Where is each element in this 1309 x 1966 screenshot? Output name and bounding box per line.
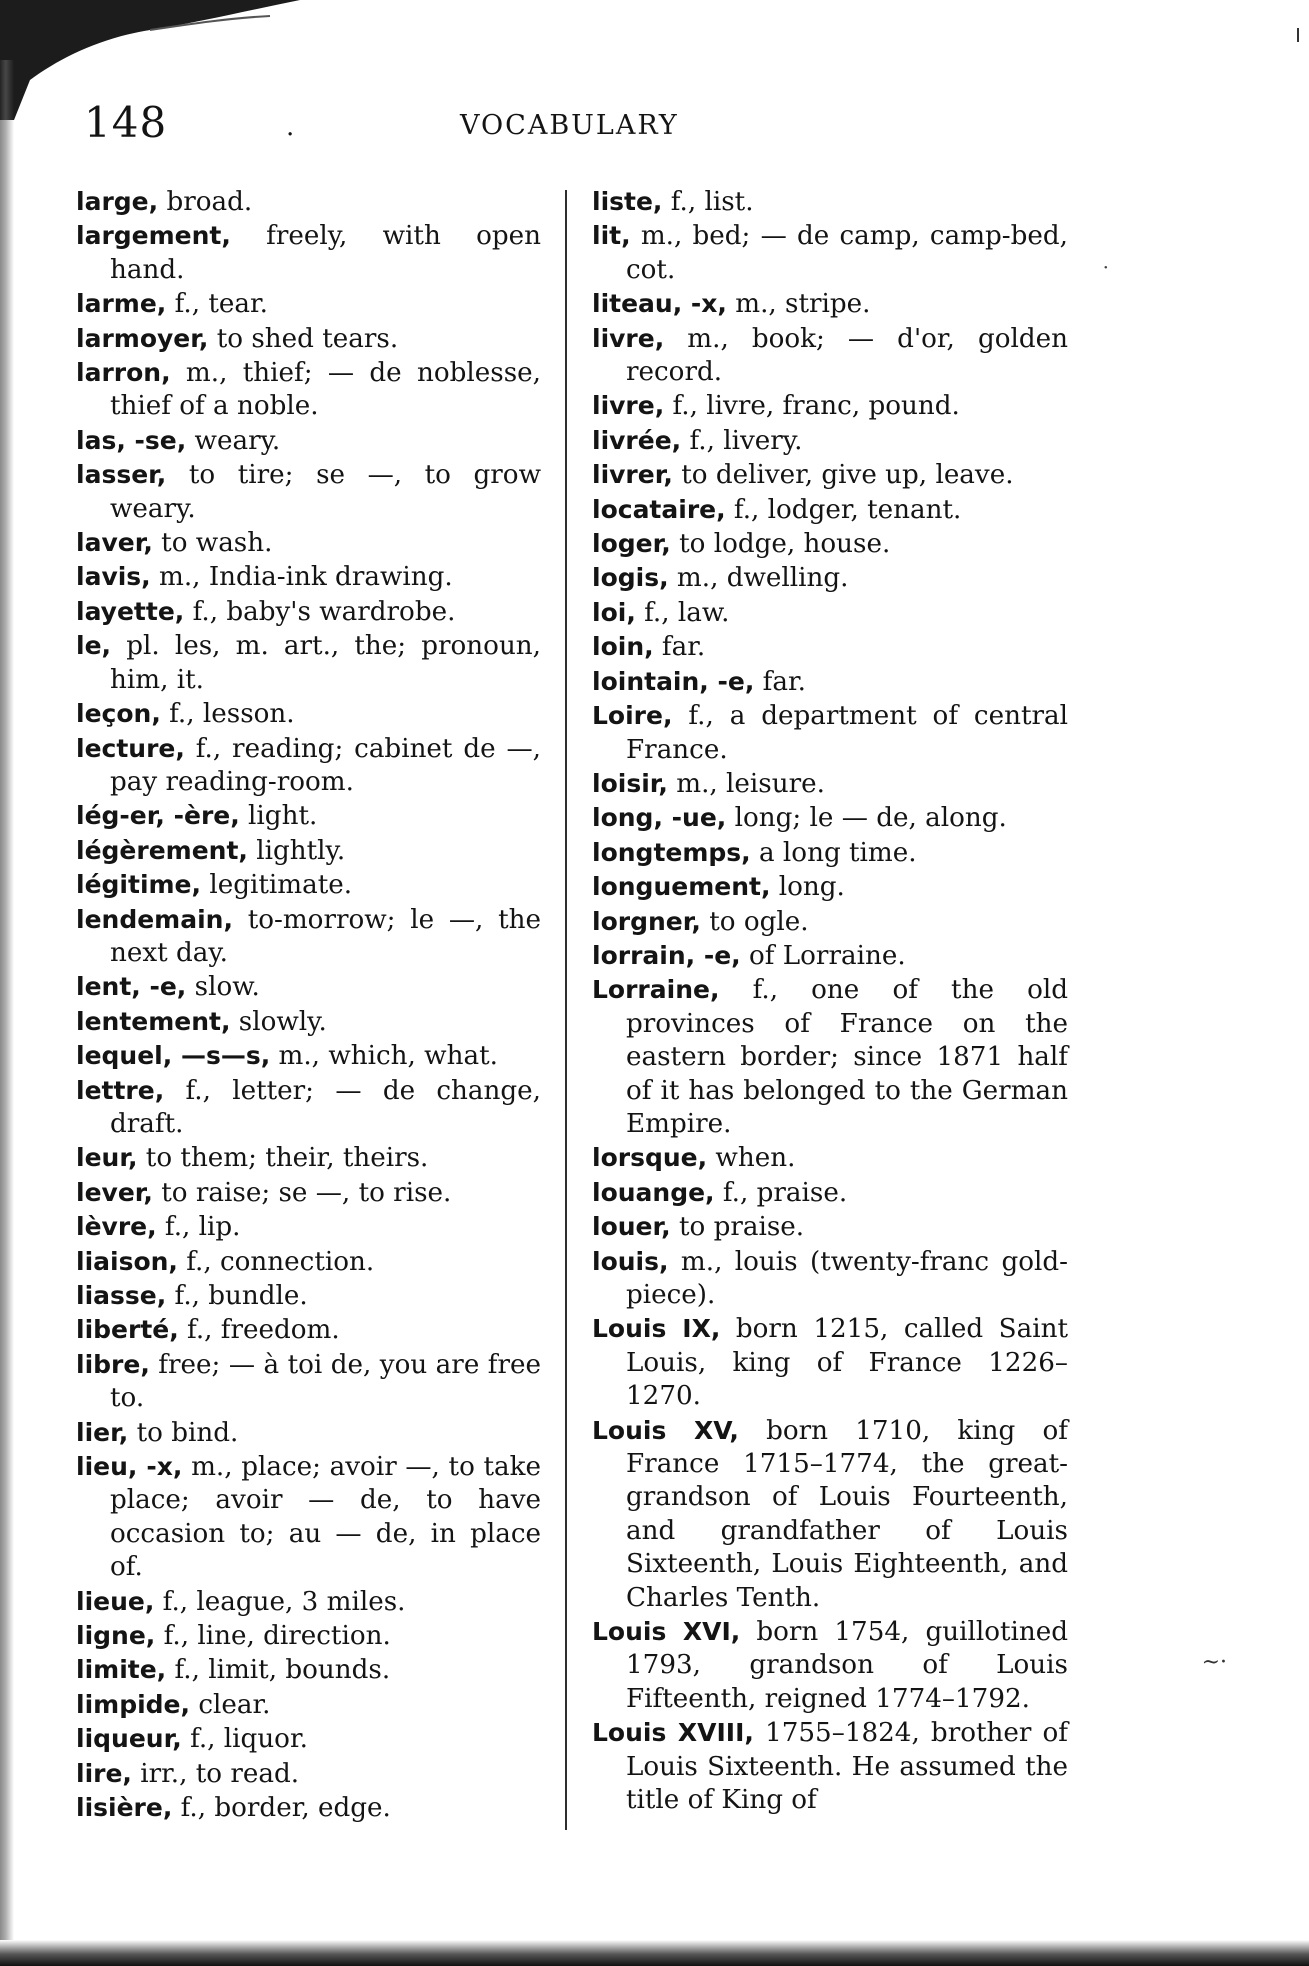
headword: largement, — [76, 221, 231, 251]
definition: to tire; se —, to grow weary. — [110, 460, 541, 524]
vocabulary-entry — [592, 219, 1068, 287]
definition: f., tear. — [166, 289, 268, 320]
definition: irr., to read. — [131, 1758, 300, 1789]
headword: lettre, — [76, 1075, 165, 1105]
headword: lèvre, — [76, 1212, 157, 1242]
vocabulary-entry — [592, 287, 1068, 321]
headword: livrée, — [592, 425, 682, 455]
vocabulary-entry — [592, 1716, 1068, 1817]
definition: a long time. — [750, 837, 917, 868]
headword: lit, — [592, 221, 631, 251]
headword: le, — [76, 631, 112, 661]
headword: lorsque, — [592, 1143, 708, 1173]
headword: lorgner, — [592, 906, 701, 936]
headword: lent, -e, — [76, 972, 187, 1002]
headword: louange, — [592, 1177, 715, 1207]
vocabulary-entry — [592, 424, 1068, 458]
vocabulary-entry — [592, 561, 1068, 595]
vocabulary-entry — [76, 219, 541, 287]
headword: loisir, — [592, 768, 668, 798]
headword: lieu, -x, — [76, 1452, 183, 1482]
headword: Lorraine, — [592, 975, 720, 1005]
vocabulary-entry — [592, 389, 1068, 423]
headword: liqueur, — [76, 1724, 182, 1754]
vocabulary-entry — [592, 836, 1068, 870]
right-column — [592, 185, 1068, 1818]
headword: longtemps, — [592, 837, 751, 867]
definition: far. — [754, 666, 806, 697]
definition: to raise; se —, to rise. — [152, 1177, 452, 1208]
vocabulary-entry — [592, 767, 1068, 801]
vocabulary-entry — [76, 1585, 541, 1619]
scan-mark-right: ~· — [1201, 1650, 1227, 1675]
vocabulary-entry — [592, 973, 1068, 1141]
definition: freely, with open hand. — [110, 221, 541, 285]
headword: liasse, — [76, 1281, 167, 1310]
definition: born 1754, guillotined 1793, grandson of Louis Fifteenth, reigned 1774–1792. — [626, 1617, 1069, 1714]
headword: lire, — [76, 1758, 132, 1788]
vocabulary-entry — [76, 1279, 541, 1313]
scan-mark — [1297, 28, 1299, 42]
headword: liaison, — [76, 1246, 178, 1276]
headword: loger, — [592, 529, 671, 559]
headword: Louis IX, — [592, 1314, 721, 1344]
definition: m., which, what. — [270, 1041, 498, 1072]
headword: layette, — [76, 596, 185, 626]
headword: ligne, — [76, 1621, 156, 1651]
definition: f., league, 3 miles. — [154, 1586, 406, 1617]
vocabulary-entry — [76, 595, 541, 629]
vocabulary-entry — [592, 939, 1068, 973]
vocabulary-entry — [76, 1688, 541, 1722]
vocabulary-entry — [592, 905, 1068, 939]
vocabulary-entry — [76, 458, 541, 526]
vocabulary-entry — [76, 1005, 541, 1039]
vocabulary-entry — [76, 560, 541, 594]
definition: f., baby's wardrobe. — [184, 596, 456, 627]
vocabulary-entry — [76, 1313, 541, 1347]
definition: f., livery. — [681, 425, 803, 456]
vocabulary-entry — [76, 1210, 541, 1244]
definition: m., stripe. — [726, 289, 871, 320]
vocabulary-entry — [76, 903, 541, 971]
headword: louis, — [592, 1246, 669, 1276]
definition: m., dwelling. — [668, 563, 849, 594]
vocabulary-entry — [76, 1722, 541, 1756]
vocabulary-entry — [76, 1791, 541, 1825]
headword: lieue, — [76, 1586, 155, 1616]
headword: locataire, — [592, 494, 726, 524]
definition: m., India-ink drawing. — [150, 562, 453, 593]
definition: weary. — [186, 425, 281, 456]
headword: Louis XVIII, — [592, 1718, 754, 1748]
definition: long. — [770, 872, 845, 903]
headword: libre, — [76, 1349, 150, 1379]
vocabulary-entry — [76, 1039, 541, 1073]
headword: liste, — [592, 187, 663, 216]
vocabulary-entry — [76, 1348, 541, 1416]
headword: louer, — [592, 1212, 671, 1242]
definition: f., freedom. — [178, 1315, 340, 1346]
headword: laver, — [76, 528, 153, 558]
vocabulary-entry — [76, 970, 541, 1004]
vocabulary-entry — [76, 322, 541, 356]
definition: f., lip. — [156, 1212, 241, 1243]
vocabulary-entry — [76, 1141, 541, 1175]
vocabulary-entry — [76, 287, 541, 321]
definition: slowly. — [230, 1006, 327, 1037]
vocabulary-entry — [592, 1312, 1068, 1413]
headword: larmoyer, — [76, 323, 209, 353]
worn-corner-shadow — [0, 0, 360, 120]
headword: loi, — [592, 597, 636, 627]
headword: liberté, — [76, 1315, 179, 1345]
definition: of Lorraine. — [740, 940, 906, 971]
definition: f., bundle. — [166, 1281, 308, 1311]
headword: lendemain, — [76, 904, 233, 934]
vocabulary-entry — [592, 1414, 1068, 1615]
vocabulary-entry — [592, 665, 1068, 699]
vocabulary-entry — [76, 629, 541, 697]
headword: légèrement, — [76, 835, 248, 865]
headword: larron, — [76, 358, 171, 388]
vocabulary-entry — [76, 1416, 541, 1450]
vocabulary-entry — [76, 799, 541, 833]
definition: far. — [653, 632, 706, 663]
headword: longuement, — [592, 872, 771, 902]
vocabulary-entry — [76, 526, 541, 560]
headword: lequel, —s—s, — [76, 1041, 271, 1071]
headword: leur, — [76, 1143, 138, 1173]
definition: slow. — [186, 972, 260, 1003]
definition: m., leisure. — [667, 768, 825, 799]
definition: to wash. — [152, 528, 273, 559]
headword: légitime, — [76, 870, 202, 900]
column-divider — [565, 190, 567, 1830]
headword: limpide, — [76, 1689, 191, 1719]
vocabulary-entry — [76, 356, 541, 424]
headword: las, -se, — [76, 425, 187, 455]
vocabulary-entry — [592, 1176, 1068, 1210]
headword: lavis, — [76, 562, 151, 592]
page-edge-bottom — [0, 1940, 1309, 1966]
vocabulary-entry — [76, 1619, 541, 1653]
definition: f., line, direction. — [155, 1621, 391, 1652]
vocabulary-entry — [76, 1653, 541, 1687]
vocabulary-entry — [76, 1074, 541, 1142]
definition: pl. les, m. art., the; pronoun, him, it. — [110, 631, 541, 695]
definition: to ogle. — [700, 906, 809, 937]
definition: to bind. — [128, 1417, 239, 1448]
vocabulary-entry — [592, 1615, 1068, 1716]
definition: m., thief; — de noblesse, thief of a noble. — [110, 358, 541, 422]
definition: f., liquor. — [181, 1724, 308, 1755]
vocabulary-entry — [592, 185, 1068, 219]
definition: m., book; — d'or, golden record. — [626, 323, 1068, 388]
headword: larme, — [76, 289, 167, 319]
definition: f., lesson. — [160, 699, 295, 730]
vocabulary-entry — [76, 1176, 541, 1210]
vocabulary-entry — [592, 458, 1068, 492]
definition: to-morrow; le —, the next day. — [110, 904, 541, 968]
vocabulary-entry — [76, 424, 541, 458]
header-dot: . — [286, 112, 295, 142]
vocabulary-entry — [76, 732, 541, 800]
vocabulary-entry — [76, 834, 541, 868]
vocabulary-entry — [76, 868, 541, 902]
definition: born 1710, king of France 1715–1774, the great-grandson of Louis Fourteenth, and grandfather of Louis Sixteenth, Louis Eighteenth, and Charles Tenth. — [626, 1415, 1068, 1613]
headword: lier, — [76, 1417, 129, 1447]
vocabulary-entry — [76, 1757, 541, 1791]
headword: large, — [76, 187, 159, 216]
vocabulary-entry — [76, 1450, 541, 1585]
headword: livre, — [592, 323, 665, 353]
definition: f., a department of central France. — [626, 701, 1068, 765]
definition: broad. — [158, 187, 253, 217]
definition: to shed tears. — [208, 323, 399, 354]
definition: to lodge, house. — [670, 529, 891, 560]
headword: lég-er, -ère, — [76, 801, 240, 831]
headword: long, -ue, — [592, 803, 727, 833]
headword: logis, — [592, 563, 669, 593]
definition: f., list. — [662, 187, 754, 217]
page-number: 148 — [84, 98, 168, 147]
definition: m., louis (twenty-franc gold-piece). — [626, 1246, 1068, 1310]
headword: livrer, — [592, 460, 673, 490]
scan-speck: · — [1102, 255, 1109, 279]
definition: f., border, edge. — [172, 1793, 391, 1824]
headword: lorrain, -e, — [592, 940, 741, 970]
headword: lasser, — [76, 460, 167, 490]
headword: Louis XV, — [592, 1415, 739, 1445]
vocabulary-entry — [592, 493, 1068, 527]
definition: f., reading; cabinet de —, pay reading-room. — [110, 733, 541, 797]
headword: Louis XVI, — [592, 1617, 741, 1647]
definition: m., place; avoir —, to take place; avoir — de, to have occasion to; au — de, in place of. — [110, 1452, 541, 1583]
definition: to them; their, theirs. — [137, 1143, 429, 1174]
page-edge-left — [0, 60, 14, 1940]
definition: born 1215, called Saint Louis, king of France 1226–1270. — [626, 1314, 1068, 1412]
vocabulary-entry — [592, 1210, 1068, 1244]
definition: long; le — de, along. — [726, 803, 1007, 834]
vocabulary-entry — [592, 1245, 1068, 1313]
vocabulary-entry — [76, 697, 541, 731]
definition: f., law. — [635, 597, 730, 628]
vocabulary-entry — [592, 322, 1068, 390]
definition: free; — à toi de, you are free to. — [110, 1349, 541, 1414]
definition: f., one of the old provinces of France on the eastern border; since 1871 half of it has belonged to the German Empire. — [626, 975, 1068, 1139]
headword: loin, — [592, 632, 654, 662]
headword: lecture, — [76, 733, 185, 763]
definition: f., connection. — [177, 1246, 375, 1277]
headword: Loire, — [592, 701, 673, 731]
definition: f., limit, bounds. — [166, 1655, 391, 1686]
definition: m., bed; — de camp, camp-bed, cot. — [626, 221, 1068, 285]
vocabulary-entry — [592, 630, 1068, 664]
definition: f., letter; — de change, draft. — [110, 1075, 541, 1139]
definition: lightly. — [247, 835, 346, 866]
headword: limite, — [76, 1655, 167, 1685]
headword: lisière, — [76, 1793, 173, 1823]
definition: f., livre, franc, pound. — [664, 391, 960, 422]
vocabulary-entry — [592, 801, 1068, 835]
vocabulary-entry — [592, 1141, 1068, 1175]
vocabulary-entry — [592, 870, 1068, 904]
definition: when. — [707, 1143, 796, 1174]
definition: f., praise. — [714, 1177, 848, 1208]
headword: livre, — [592, 391, 665, 421]
left-column — [76, 185, 541, 1826]
vocabulary-entry — [592, 596, 1068, 630]
headword: lentement, — [76, 1006, 231, 1036]
headword: lever, — [76, 1177, 153, 1207]
definition: to praise. — [670, 1212, 805, 1243]
vocabulary-entry — [76, 1245, 541, 1279]
definition: to deliver, give up, leave. — [672, 460, 1014, 491]
definition: clear. — [190, 1689, 271, 1720]
running-head: VOCABULARY — [460, 110, 679, 141]
definition: light. — [239, 801, 318, 832]
headword: leçon, — [76, 699, 161, 729]
vocabulary-entry — [592, 699, 1068, 767]
vocabulary-entry — [76, 185, 541, 219]
headword: liteau, -x, — [592, 289, 727, 319]
definition: legitimate. — [201, 870, 353, 901]
vocabulary-entry — [592, 527, 1068, 561]
definition: 1755–1824, brother of Louis Sixteenth. He assumed the title of King of — [626, 1718, 1068, 1816]
definition: f., lodger, tenant. — [725, 494, 962, 525]
headword: lointain, -e, — [592, 666, 755, 696]
